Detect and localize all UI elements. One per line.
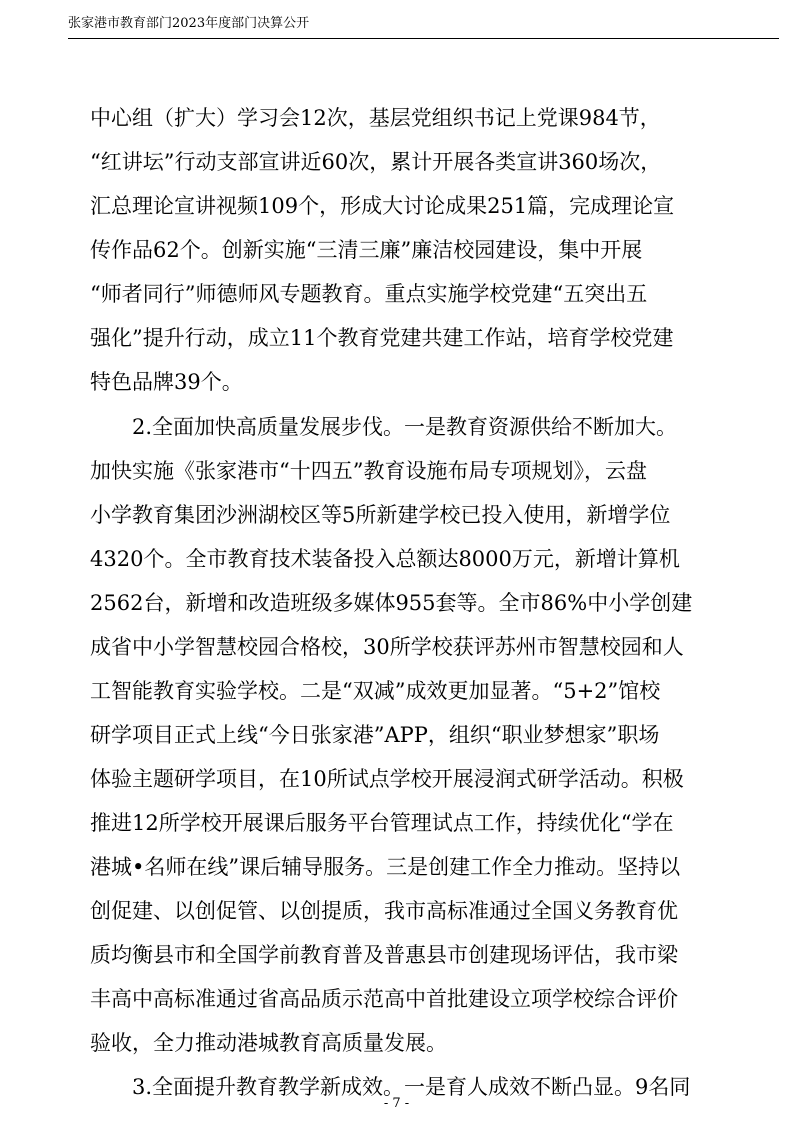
text-line: 质均衡县市和全国学前教育普及普惠县市创建现场评估，我市梁 xyxy=(90,943,678,967)
text-line: 2562台，新增和改造班级多媒体955套等。全市86%中小学创建 xyxy=(90,591,693,615)
text-line: 中心组（扩大）学习会12次，基层党组织书记上党课984节， xyxy=(90,106,661,130)
text-line: 汇总理论宣讲视频109个，形成大讨论成果251篇，完成理论宣 xyxy=(90,194,675,218)
text-line: 4320个。全市教育技术装备投入总额达8000万元，新增计算机 xyxy=(90,547,680,571)
text-line: 工智能教育实验学校。二是“双减”成效更加显著。“5+2”馆校 xyxy=(90,679,661,703)
text-line: “红讲坛”行动支部宣讲近60次，累计开展各类宣讲360场次， xyxy=(90,150,662,174)
text-line: 研学项目正式上线“今日张家港”APP，组织“职业梦想家”职场 xyxy=(90,723,660,747)
text-line: 强化”提升行动，成立11个教育党建共建工作站，培育学校党建 xyxy=(90,326,674,350)
text-line: 3.全面提升教育教学新成效。一是育人成效不断凸显。9名同 xyxy=(132,1075,691,1099)
text-line: 小学教育集团沙洲湖校区等5所新建学校已投入使用，新增学位 xyxy=(90,503,671,527)
text-line: 特色品牌39个。 xyxy=(90,370,243,394)
text-line: “师者同行”师德师风专题教育。重点实施学校党建“五突出五 xyxy=(90,282,648,306)
page-number: - 7 - xyxy=(383,1096,410,1111)
header-title: 张家港市教育部门2023年度部门决算公开 xyxy=(68,16,310,31)
text-line: 创促建、以创促管、以创提质，我市高标准通过全国义务教育优 xyxy=(90,899,678,923)
text-line: 推进12所学校开展课后服务平台管理试点工作，持续优化“学在 xyxy=(90,811,674,835)
text-line: 2.全面加快高质量发展步伐。一是教育资源供给不断加大。 xyxy=(132,415,678,439)
text-line: 成省中小学智慧校园合格校，30所学校获评苏州市智慧校园和人 xyxy=(90,635,684,659)
text-line: 加快实施《张家港市“十四五”教育设施布局专项规划》，云盘 xyxy=(90,459,647,483)
text-line: 体验主题研学项目，在10所试点学校开展浸润式研学活动。积极 xyxy=(90,767,684,791)
text-line: 传作品62个。创新实施“三清三廉”廉洁校园建设，集中开展 xyxy=(90,238,643,262)
text-line: 丰高中高标准通过省高品质示范高中首批建设立项学校综合评价 xyxy=(90,987,678,1011)
text-line: 验收，全力推动港城教育高质量发展。 xyxy=(90,1031,447,1055)
text-line: 港城•名师在线”课后辅导服务。三是创建工作全力推动。坚持以 xyxy=(90,855,681,879)
